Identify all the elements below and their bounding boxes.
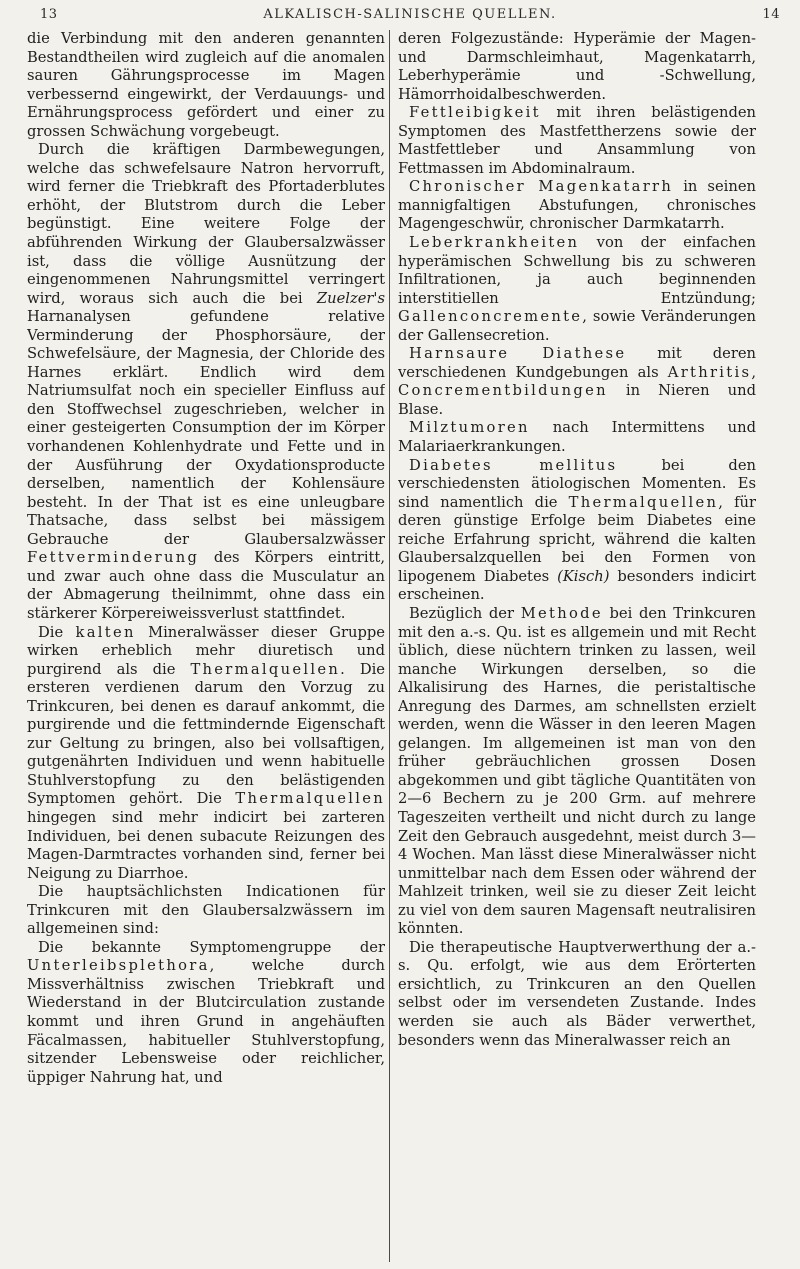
spaced-term: Milztumoren <box>409 419 530 437</box>
spaced-term: Arthritis <box>667 363 752 381</box>
spaced-term: Thermalquellen <box>235 790 385 808</box>
spaced-term: Unterleibsplethora <box>27 957 210 975</box>
column-divider <box>389 30 390 1262</box>
left-column <box>27 30 385 1262</box>
spaced-term: Thermalquellen <box>190 660 341 678</box>
paragraph: Die hauptsächlichsten Indicationen für Trinkcuren mit den Glaubersalzwässern im allgemeinen sind: <box>27 883 385 938</box>
paragraph: Harnsaure Diathese mit deren verschiedenen Kundgebungen als Arthritis, Concrementbildungen in Nieren und Blase. <box>398 345 756 418</box>
spaced-term: Leberkrankheiten <box>409 234 580 252</box>
paragraph: deren Folgezustände: Hyperämie der Magen- und Darmschleimhaut, Magenkatarrh, Leberhyperämie und -Schwellung, Hämorrhoidalbeschwerden. <box>398 30 756 103</box>
running-title: ALKALISCH-SALINISCHE QUELLEN. <box>263 7 557 22</box>
right-column <box>398 30 756 1262</box>
paragraph: die Verbindung mit den anderen genannten Bestandtheilen wird zugleich auf die anomalen sauren Gährungsprocesse im Magen verbessernd eingewirkt, der Verdauungs- und Ernährungsprocess gefördert und einer zu grossen Schwächung vorgebeugt. <box>27 30 385 140</box>
page-number-left: 13 <box>40 7 58 22</box>
page-number-right: 14 <box>762 7 780 22</box>
author-name-italic: Zuelzer's <box>316 289 385 307</box>
spaced-term: Gallenconcremente <box>398 308 583 326</box>
paragraph: Diabetes mellitus bei den verschiedensten ätiologischen Momenten. Es sind namentlich die Thermalquellen, für deren günstige Erfolge beim Diabetes eine reiche Erfahrung spricht, während die kalten Glaubersalzquellen bei den Formen von lipogenem Diabetes (Kisch) besonders indicirt erscheinen. <box>398 456 756 604</box>
paragraph: Die bekannte Symptomengruppe der Unterleibsplethora, welche durch Missverhältniss zwischen Triebkraft und Wiederstand in der Blutcirculation zustande kommt und ihren Grund in angehäuften Fäcalmassen, habitueller Stuhlverstopfung, sitzender Lebensweise oder reichlicher, üppiger Nahrung hat, und <box>27 938 385 1086</box>
paragraph: Die kalten Mineralwässer dieser Gruppe wirken erheblich mehr diuretisch und purgirend als die Thermalquellen. Die ersteren verdienen darum den Vorzug zu Trinkcuren, bei denen es darauf ankommt, die purgirende und die fettmindernde Eigenschaft zur Geltung zu bringen, also bei vollsaftigen, gutgenährten Individuen und wenn habituelle Stuhlverstopfung zu den belästigenden Symptomen gehört. Die Thermalquellen hingegen sind mehr indicirt bei zarteren Individuen, bei denen subacute Reizungen des Magen-Darmtractes vorhanden sind, ferner bei Neigung zu Diarrhoe. <box>27 623 385 882</box>
paragraph: Chronischer Magenkatarrh in seinen mannigfaltigen Abstufungen, chronisches Magengeschwür, chronischer Darmkatarrh. <box>398 178 756 233</box>
paragraph: Milztumoren nach Intermittens und Malariaerkrankungen. <box>398 419 756 456</box>
paragraph: Fettleibigkeit mit ihren belästigenden Symptomen des Mastfettherzens sowie der Mastfettleber und Ansammlung von Fettmassen im Abdominalraum. <box>398 104 756 177</box>
paragraph: Bezüglich der Methode bei den Trinkcuren mit den a.-s. Qu. ist es allgemein und mit Recht üblich, diese nüchtern trinken zu lassen, weil manche Wirkungen derselben, so die Alkalisirung des Harnes, die peristaltische Anregung des Darmes, am schnellsten erzielt werden, wenn die Wässer in den leeren Magen gelangen. Im allgemeinen ist man von den früher gebräuchlichen grossen Dosen abgekommen und gibt tägliche Quantitäten von 2—6 Bechern zu je 200 Grm. auf mehrere Tageszeiten vertheilt und nicht durch zu lange Zeit den Gebrauch ausgedehnt, meist durch 3—4 Wochen. Man lässt diese Mineralwässer nicht unmittelbar nach dem Essen oder während der Mahlzeit trinken, weil sie zu dieser Zeit leicht zu viel von dem sauren Magensaft neutralisiren könnten. <box>398 604 756 938</box>
running-header <box>40 4 780 28</box>
spaced-term: Methode <box>520 604 603 622</box>
spaced-term: Thermalquellen <box>568 493 719 511</box>
author-name-italic: (Kisch) <box>557 567 610 585</box>
spaced-term: Chronischer Magenkatarrh <box>409 178 674 196</box>
paragraph: Die therapeutische Hauptverwerthung der a.-s. Qu. erfolgt, wie aus dem Erörterten ersichtlich, zu Trinkcuren an den Quellen selbst oder im versendeten Zustande. Indes werden sie auch als Bäder verwerthet, besonders wenn das Mineralwasser reich an <box>398 938 756 1049</box>
paragraph: Durch die kräftigen Darmbewegungen, welche das schwefelsaure Natron hervorruft, wird ferner die Triebkraft des Pfortaderblutes erhöht, der Blutstrom durch die Leber begünstigt. Eine weitere Folge der abführenden Wirkung der Glaubersalzwässer ist, dass die völlige Ausnützung der eingenommenen Nahrungsmittel verringert wird, woraus sich auch die bei Zuelzer's Harnanalysen gefundene relative Verminderung der Phosphorsäure, der Schwefelsäure, der Magnesia, der Chloride des Harnes erklärt. Endlich wird dem Natriumsulfat noch ein specieller Einfluss auf den Stoffwechsel zugeschrieben, welcher in einer gesteigerten Consumption der im Körper vorhandenen Kohlenhydrate und Fette und in der Ausführung der Oxydationsproducte derselben, namentlich der Kohlensäure besteht. In der That ist es eine unleugbare Thatsache, dass selbst bei mässigem Gebrauche der Glaubersalzwässer Fettverminderung des Körpers eintritt, und zwar auch ohne dass die Musculatur an der Abmagerung theilnimmt, ohne dass ein stärkerer Körpereiweissverlust stattfindet. <box>27 141 385 622</box>
spaced-term: kalten <box>75 623 136 641</box>
spaced-term: Fettverminderung <box>27 549 200 567</box>
paragraph: Leberkrankheiten von der einfachen hyperämischen Schwellung bis zu schweren Infiltrationen, ja auch beginnenden interstitiellen Entzündung; Gallenconcremente, sowie Veränderungen der Gallensecretion. <box>398 234 756 344</box>
spaced-term: Concrementbildungen <box>398 382 608 400</box>
spaced-term: Diabetes mellitus <box>409 456 618 474</box>
spaced-term: Fettleibigkeit <box>409 104 541 122</box>
spaced-term: Harnsaure Diathese <box>409 345 627 363</box>
